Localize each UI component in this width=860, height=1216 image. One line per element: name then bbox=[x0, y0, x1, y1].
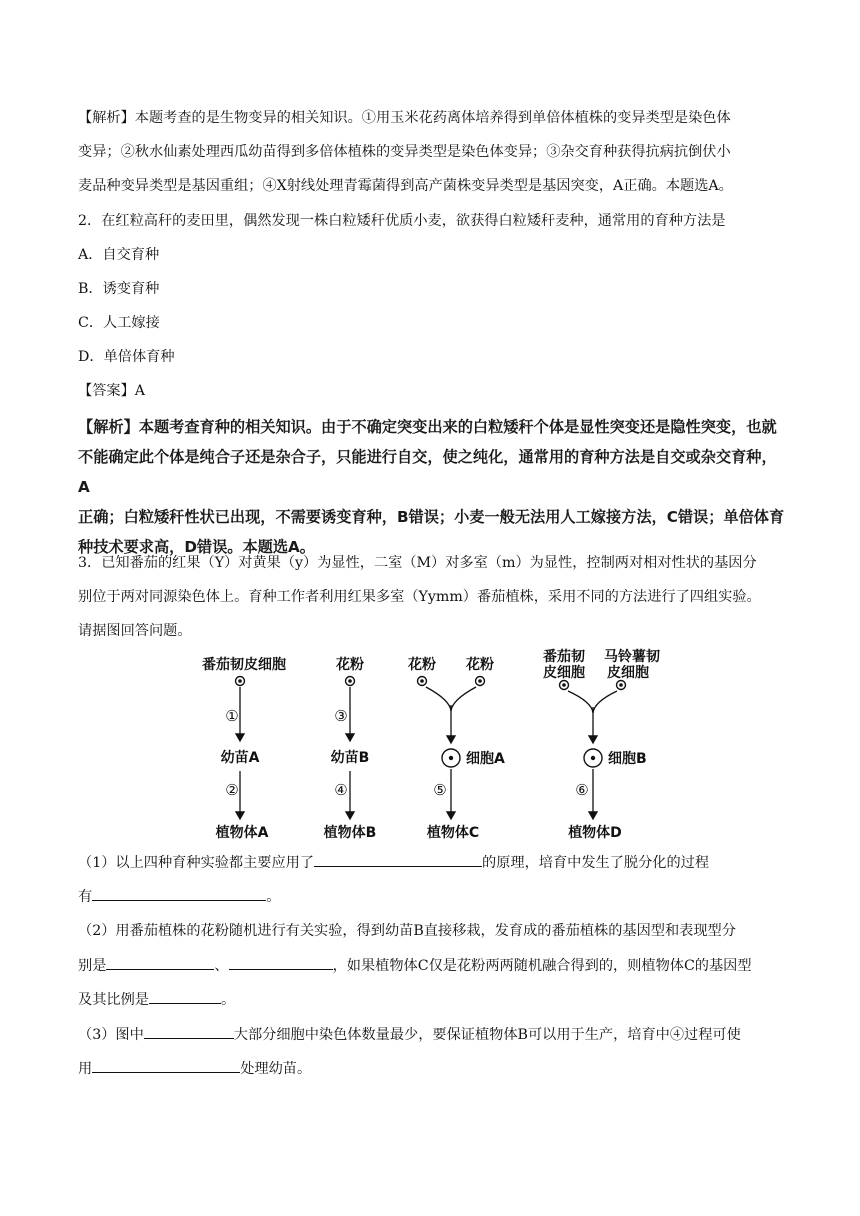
cell-dot-icon bbox=[418, 677, 427, 686]
cell-dot-icon bbox=[476, 677, 485, 686]
col4-top-right-label-2: 皮细胞 bbox=[607, 665, 649, 681]
answer-blank[interactable] bbox=[144, 1024, 234, 1039]
col3-mid-label: 细胞A bbox=[466, 751, 505, 767]
sub-2-end: 。 bbox=[220, 992, 236, 1008]
question-2-answer: 【答案】A bbox=[78, 383, 145, 399]
cell-dot-icon bbox=[617, 681, 626, 690]
analysis-1-line-1: 【解析】本题考查的是生物变异的相关知识。①用玉米花药离体培养得到单倍体植株的变异类型是染色体 bbox=[78, 110, 731, 126]
col4-top-right-label-1: 马铃薯韧 bbox=[604, 649, 660, 665]
sub-2-text-b: 别是 bbox=[78, 958, 107, 974]
col4-top-left-label-1: 番茄韧 bbox=[543, 649, 585, 665]
sub-2-sep: 、 bbox=[214, 958, 229, 974]
sub-question-3-line-1 bbox=[78, 1024, 741, 1045]
step-1-label: ① bbox=[225, 707, 239, 725]
col2-mid-label: 幼苗B bbox=[330, 750, 370, 766]
sub-question-2-line-1: （2）用番茄植株的花粉随机进行有关实验，得到幼苗B直接移栽，发育成的番茄植株的基因型和表现型分 bbox=[78, 923, 736, 939]
cell-dot-icon bbox=[346, 677, 355, 686]
sub-2-text-c: ，如果植物体C仅是花粉两两随机融合得到的，则植物体C的基因型 bbox=[332, 958, 752, 974]
sub-3-text-a: （3）图中 bbox=[78, 1027, 144, 1043]
cell-dot-icon bbox=[560, 681, 569, 690]
answer-blank[interactable] bbox=[314, 852, 482, 867]
col4-top-left-label-2: 皮细胞 bbox=[543, 665, 585, 681]
cell-dot-icon bbox=[236, 677, 245, 686]
analysis-2-line: 种技术要求高，D错误。本题选A。 bbox=[78, 538, 315, 556]
analysis-2-block bbox=[78, 412, 786, 562]
col1-top-label: 番茄韧皮细胞 bbox=[202, 657, 286, 673]
col2-top-label: 花粉 bbox=[336, 657, 364, 673]
analysis-2-line: 正确；白粒矮秆性状已出现，不需要诱变育种，B错误；小麦一般无法用人工嫁接方法，C错误；单倍体育 bbox=[78, 508, 785, 526]
analysis-1-line-3: 麦品种变异类型是基因重组；④X射线处理青霉菌得到高产菌株变异类型是基因突变，A正确。本题选A。 bbox=[78, 178, 733, 194]
step-5-label: ⑤ bbox=[433, 781, 447, 799]
question-2-stem: 2．在红粒高秆的麦田里，偶然发现一株白粒矮秆优质小麦，欲获得白粒矮秆麦种，通常用的育种方法是 bbox=[78, 213, 726, 229]
fused-cell-icon bbox=[442, 749, 460, 767]
sub-1-text-a: （1）以上四种育种实验都主要应用了 bbox=[78, 855, 315, 871]
col3-top-left-label: 花粉 bbox=[408, 657, 436, 673]
question-3-line-1: 3．已知番茄的红果（Y）对黄果（y）为显性，二室（M）对多室（m）为显性，控制两对相对性状的基因分 bbox=[78, 555, 757, 571]
sub-1-end: 。 bbox=[266, 889, 281, 905]
question-2-option-a: A．自交育种 bbox=[78, 247, 160, 263]
col4-bottom-label: 植物体D bbox=[568, 825, 622, 841]
answer-blank[interactable] bbox=[92, 886, 266, 901]
step-2-label: ② bbox=[225, 781, 239, 799]
fused-cell-icon bbox=[584, 749, 602, 767]
sub-question-1-line-1 bbox=[78, 852, 709, 873]
answer-blank[interactable] bbox=[229, 955, 333, 970]
question-3-line-2: 别位于两对同源染色体上。育种工作者利用红果多室（Yymm）番茄植株，采用不同的方法进行了四组实验。 bbox=[78, 589, 761, 605]
question-2-option-d: D．单倍体育种 bbox=[78, 349, 175, 365]
col2-bottom-label: 植物体B bbox=[323, 825, 377, 841]
question-3-line-3: 请据图回答问题。 bbox=[78, 623, 192, 639]
answer-blank[interactable] bbox=[149, 989, 221, 1004]
col3-bottom-label: 植物体C bbox=[426, 825, 480, 841]
sub-3-text-d: 处理幼苗。 bbox=[240, 1061, 312, 1077]
step-6-label: ⑥ bbox=[575, 781, 589, 799]
col4-mid-label: 细胞B bbox=[608, 751, 647, 767]
analysis-2-line: 不能确定此个体是纯合子还是杂合子，只能进行自交，使之纯化，通常用的育种方法是自交或杂交育种，A bbox=[78, 448, 777, 496]
sub-question-2-line-3 bbox=[78, 989, 235, 1010]
sub-3-text-c: 用 bbox=[78, 1061, 93, 1077]
answer-blank[interactable] bbox=[106, 955, 214, 970]
analysis-1-line-2: 变异；②秋水仙素处理西瓜幼苗得到多倍体植株的变异类型是染色体变异；③杂交育种获得抗病抗倒伏小 bbox=[78, 144, 731, 160]
question-2-option-c: C．人工嫁接 bbox=[78, 315, 160, 331]
question-2-option-b: B．诱变育种 bbox=[78, 281, 160, 297]
sub-2-text-d: 及其比例是 bbox=[78, 992, 149, 1008]
step-4-label: ④ bbox=[334, 781, 348, 799]
analysis-2-line: 【解析】本题考查育种的相关知识。由于不确定突变出来的白粒矮秆个体是显性突变还是隐性突变，也就 bbox=[78, 418, 777, 436]
col3-top-right-label: 花粉 bbox=[466, 657, 494, 673]
col1-bottom-label: 植物体A bbox=[215, 825, 269, 841]
answer-blank[interactable] bbox=[92, 1058, 240, 1073]
sub-1-text-c: 有 bbox=[78, 889, 93, 905]
sub-3-text-b: 大部分细胞中染色体数量最少，要保证植物体B可以用于生产，培育中④过程可使 bbox=[233, 1027, 741, 1043]
sub-1-text-b: 的原理，培育中发生了脱分化的过程 bbox=[482, 855, 710, 871]
sub-question-1-line-2 bbox=[78, 886, 280, 907]
sub-question-2-line-2 bbox=[78, 955, 752, 976]
sub-question-3-line-2 bbox=[78, 1058, 311, 1079]
col1-mid-label: 幼苗A bbox=[220, 750, 260, 766]
step-3-label: ③ bbox=[334, 707, 348, 725]
breeding-diagram bbox=[190, 645, 700, 845]
